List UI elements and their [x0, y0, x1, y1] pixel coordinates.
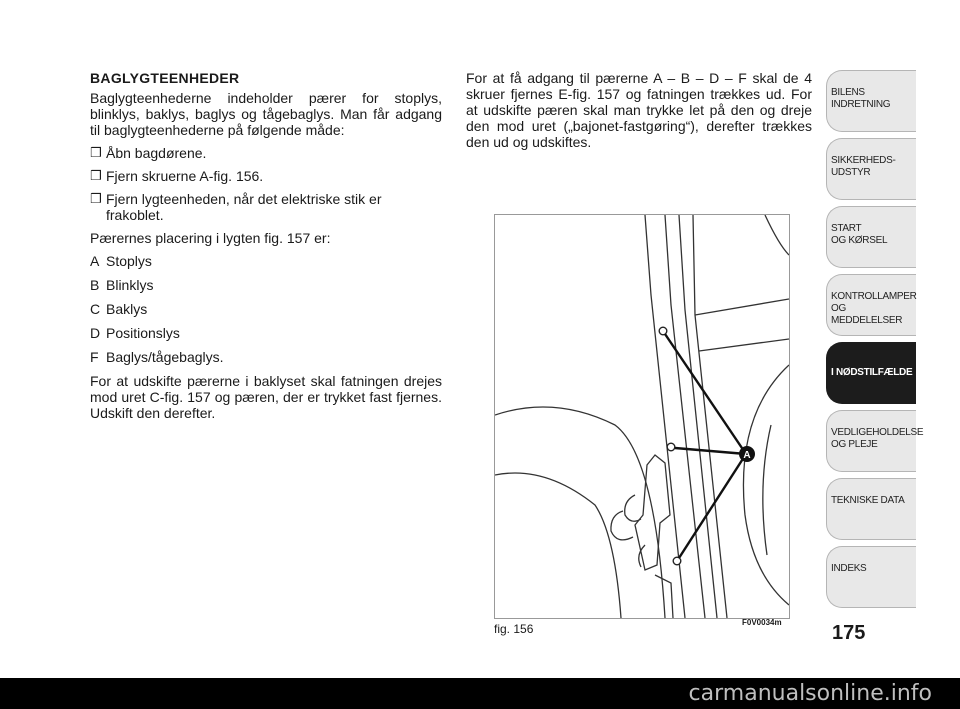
watermark-banner: carmanualsonline.info: [0, 678, 960, 709]
checkbox-bullet-icon: ❒: [90, 145, 102, 160]
chapter-tabs: [826, 70, 924, 614]
figure-caption: fig. 156: [494, 622, 534, 636]
tab-tekniske-data[interactable]: TEKNISKE DATA: [826, 478, 916, 540]
step-item: ❒ Fjern lygteenheden, når det elektriske stik er frakoblet.: [90, 191, 382, 223]
figure-code: F0V0034m: [742, 618, 782, 627]
tab-sikkerhedsudstyr[interactable]: SIKKERHEDS- UDSTYR: [826, 138, 916, 200]
tab-vedligeholdelse[interactable]: VEDLIGEHOLDELSE OG PLEJE: [826, 410, 916, 472]
right-column: [466, 70, 812, 150]
tab-start-og-korsel[interactable]: START OG KØRSEL: [826, 206, 916, 268]
tab-kontrollamper[interactable]: KONTROLLAMPER OG MEDDELELSER: [826, 274, 916, 336]
checkbox-bullet-icon: ❒: [90, 191, 102, 206]
section-heading: BAGLYGTEENHEDER: [90, 70, 240, 86]
tab-i-nodstilfaelde[interactable]: I NØDSTILFÆLDE: [826, 342, 916, 404]
intro-paragraph: Baglygteenhederne indeholder pærer for stoplys, blinklys, baklys, baglys og tågebaglys. Man får adgang til baglygteenhederne på følgende måde:: [90, 90, 442, 138]
lamp-item: C Baklys: [90, 301, 148, 317]
step-item: ❒ Åbn bagdørene.: [90, 145, 207, 161]
placement-intro: Pærernes placering i lygten fig. 157 er:: [90, 230, 331, 246]
figure-illustration: [494, 214, 790, 619]
lamp-item: B Blinklys: [90, 277, 154, 293]
left-column: [90, 70, 442, 428]
callout-label: A: [743, 450, 751, 461]
page-number: 175: [832, 622, 866, 644]
lamp-item: F Baglys/tågebaglys.: [90, 349, 224, 365]
lamp-item: D Positionslys: [90, 325, 180, 341]
lamp-item: A Stoplys: [90, 253, 152, 269]
right-paragraph: For at få adgang til pærerne A – B – D – F skal de 4 skruer fjernes E-fig. 157 og fatningen trækkes ud. For at udskifte pæren skal man trykke let på den og dreje den mod uret („bajonet-fastgøring“), derefter trækkes den ud og udskiftes.: [466, 70, 812, 150]
door-lamp-drawing: [495, 215, 789, 618]
checkbox-bullet-icon: ❒: [90, 168, 102, 183]
step-item: ❒ Fjern skruerne A-fig. 156.: [90, 168, 264, 184]
tab-bilens-indretning[interactable]: BILENS INDRETNING: [826, 70, 916, 132]
tab-indeks[interactable]: INDEKS: [826, 546, 916, 608]
outro-paragraph: For at udskifte pærerne i baklyset skal fatningen drejes mod uret C-fig. 157 og pæren, der er trykket fast fjernes. Udskift den derefter.: [90, 373, 442, 421]
